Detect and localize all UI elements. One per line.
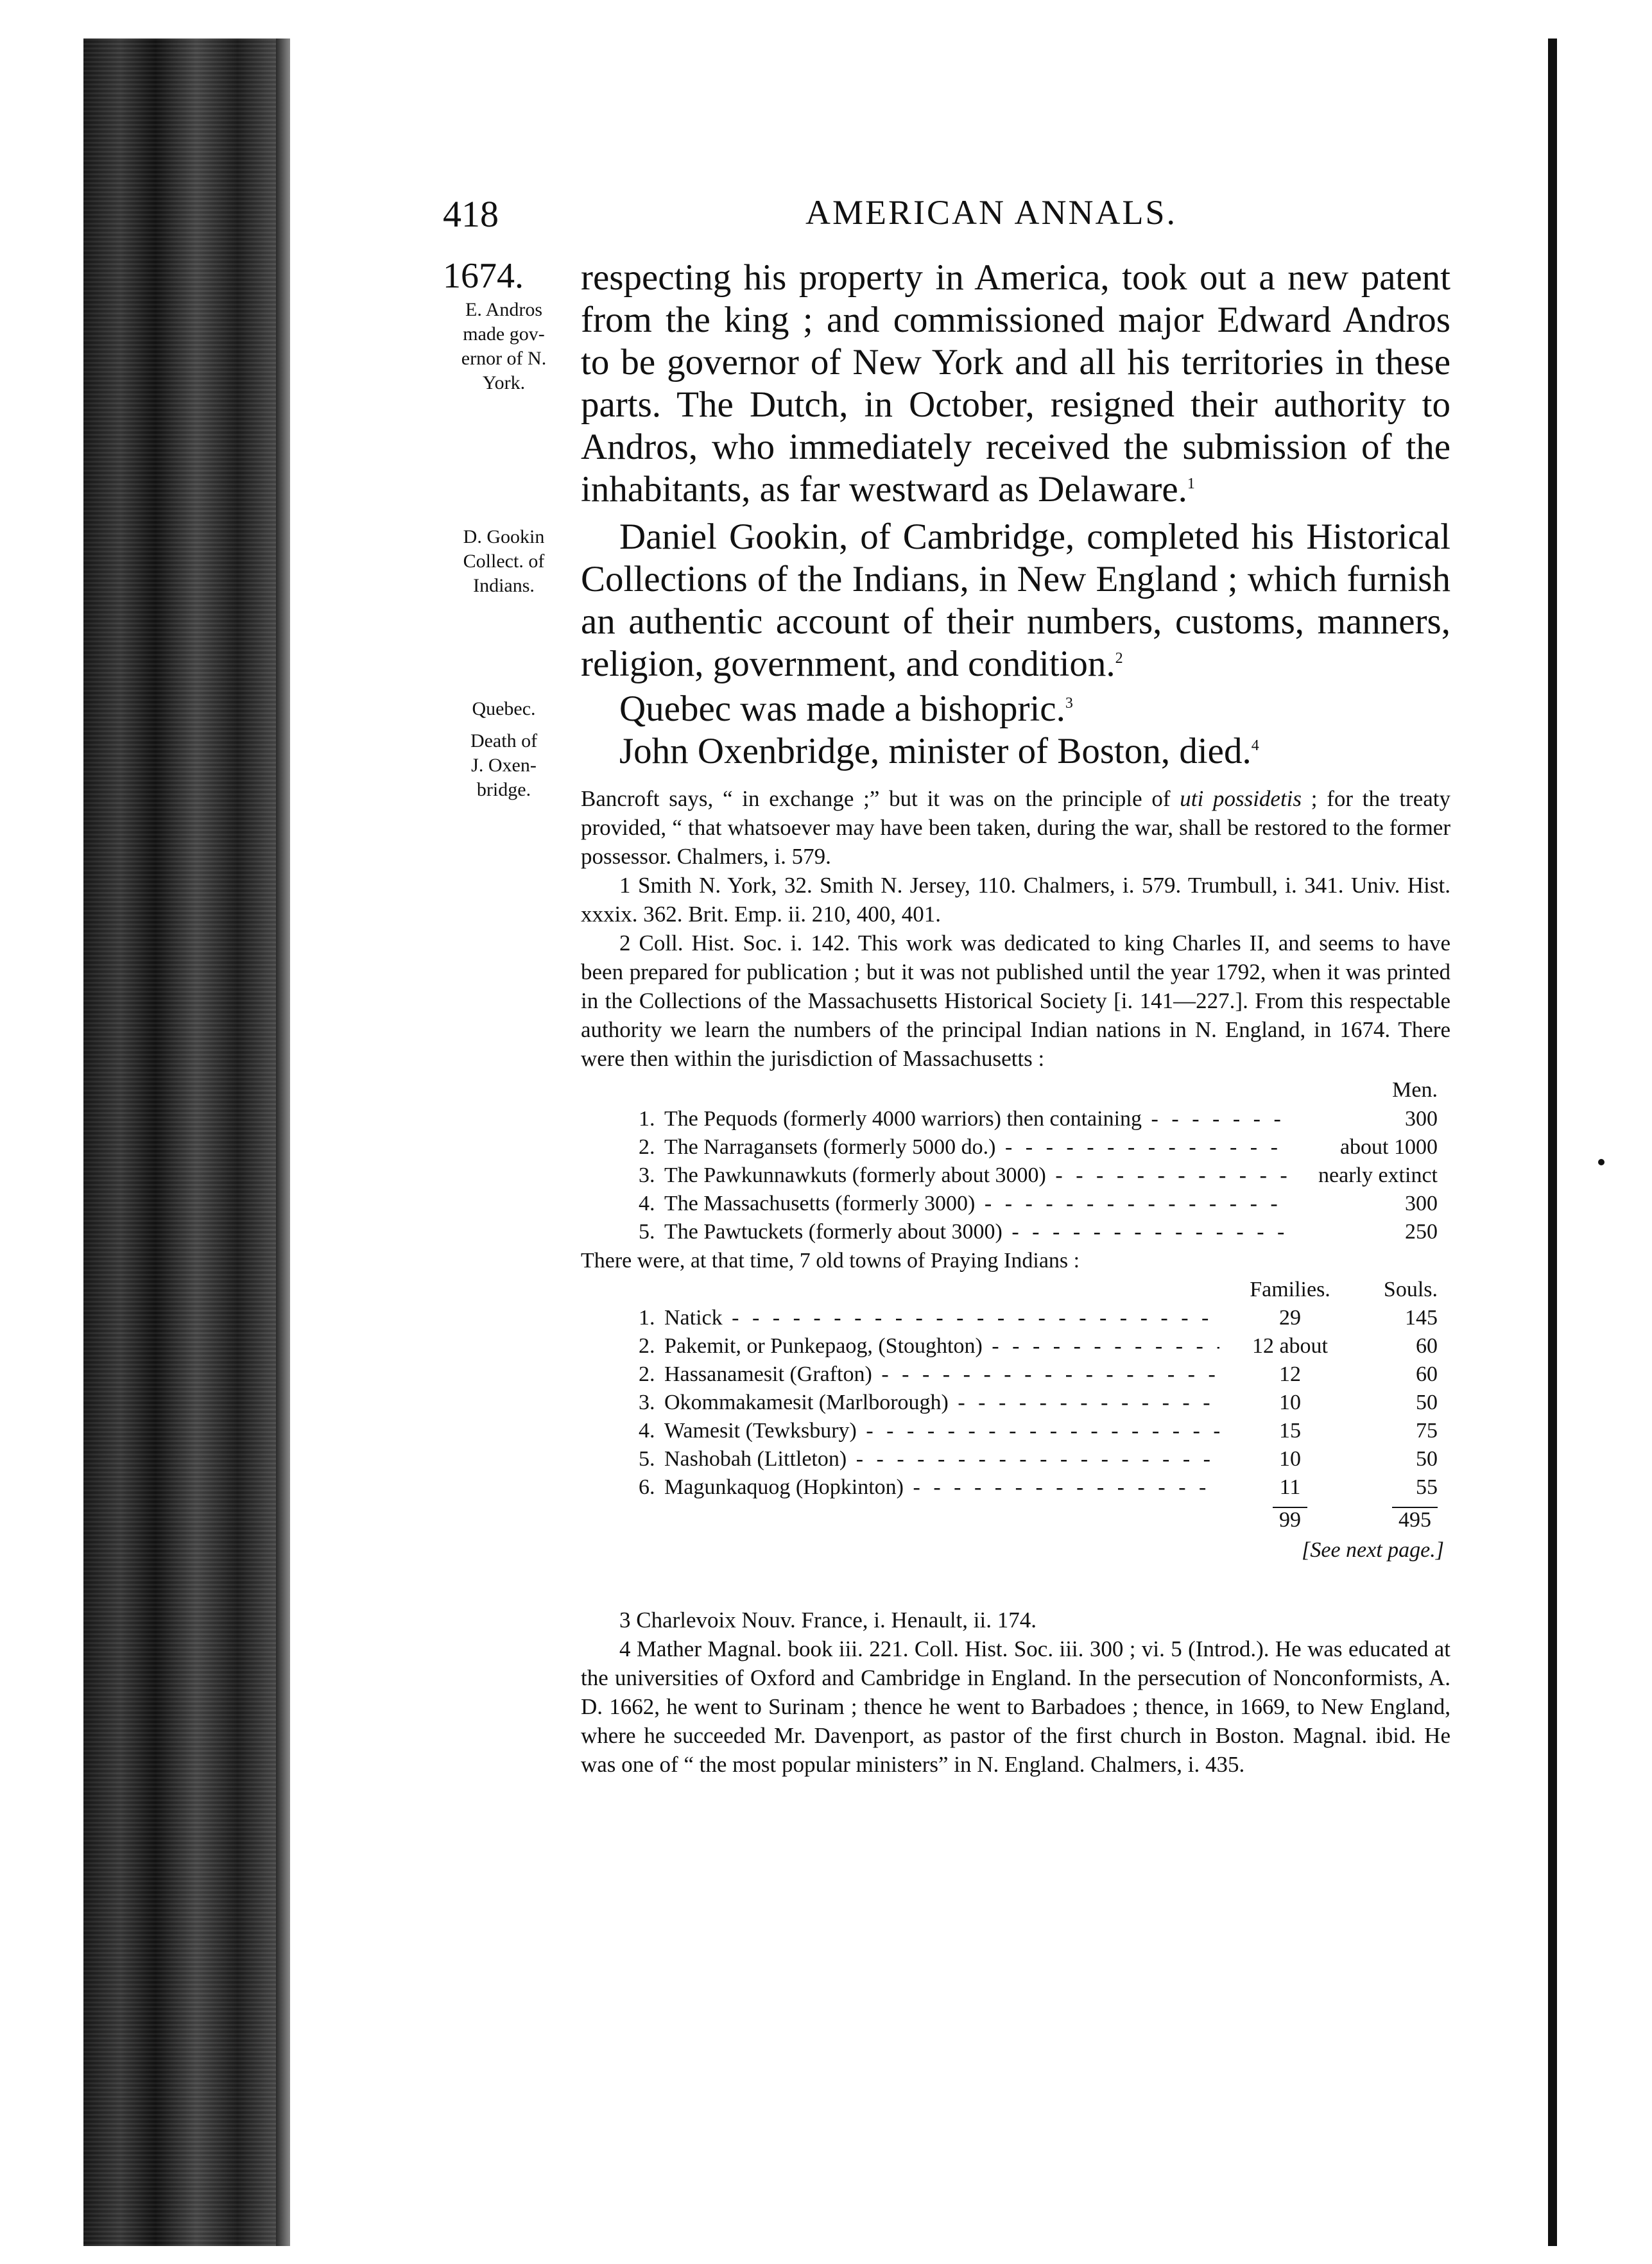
praying-towns-table	[581, 1276, 1450, 1565]
entry-andros	[443, 257, 1450, 511]
footnote-text: ; for the treaty provided, “ that whatsoever may have been taken, during the war, shall be restored to the former possessor. Chalmers, i. 579.	[581, 786, 1450, 869]
footnote-italic: uti possidetis	[1180, 786, 1302, 811]
margin-note-quebec: Quebec.	[472, 698, 536, 719]
row-number: 4.	[639, 1419, 655, 1443]
tribe-row	[581, 1190, 1450, 1218]
town-name: Natick - - -	[664, 1304, 1219, 1332]
footnote-2: 2 Coll. Hist. Soc. i. 142. This work was dedicated to king Charles II, and seems to have been prepared for publication ; but it was not published until the year 1792, when it was printed in the Collections of the Massachusetts Historical Society [i. 141—227.]. From this respectable authority we learn the numbers of the principal Indian nations in N. England, in 1674. There were then within the jurisdiction of Massachusetts :	[581, 930, 1450, 1071]
men-count: 300	[1405, 1192, 1438, 1215]
row-number: 4.	[639, 1192, 655, 1215]
men-count: about 1000	[1339, 1135, 1438, 1159]
tribe-row	[581, 1133, 1450, 1162]
souls-count: 145	[1405, 1306, 1438, 1330]
families-count: 11	[1279, 1475, 1301, 1499]
margin-note-oxenbridge: Death of J. Oxen- bridge.	[470, 730, 538, 800]
row-number: 2.	[639, 1135, 655, 1159]
souls-count: 50	[1416, 1391, 1438, 1414]
paragraph-text: Daniel Gookin, of Cambridge, completed his Historical Collections of the Indians, in New England ; which furnish an authentic account of their numbers, customs, manners, religion, government, and condition.	[581, 517, 1450, 684]
paragraph-andros	[581, 257, 1450, 511]
running-head: AMERICAN ANNALS.	[805, 193, 1178, 232]
tribe-name: The Pawkunnawkuts (formerly about 3000) - - -	[664, 1162, 1290, 1190]
footnotes	[581, 784, 1450, 1073]
tribe-name: The Massachusetts (formerly 3000) - - -	[664, 1190, 1290, 1218]
book-page	[443, 186, 1450, 1779]
margin-note-gookin: D. Gookin Collect. of Indians.	[463, 526, 545, 596]
tribe-name: The Pawtuckets (formerly about 3000) - - -	[664, 1218, 1290, 1246]
men-count: nearly extinct	[1318, 1163, 1438, 1187]
total-families: 99	[1273, 1507, 1307, 1532]
footnote-ref: 4	[1251, 737, 1259, 754]
entry-quebec-oxenbridge	[443, 688, 1450, 1779]
paragraph-text: Quebec was made a bishopric.	[619, 689, 1065, 729]
row-number: 1.	[639, 1306, 655, 1330]
paragraph-text: John Oxenbridge, minister of Boston, died.	[619, 731, 1252, 771]
total-families-cell	[1219, 1504, 1361, 1536]
souls-count: 60	[1416, 1334, 1438, 1358]
tribe-row	[581, 1105, 1450, 1133]
footnote-ref: 1	[1187, 476, 1195, 492]
families-count: 12 about	[1252, 1334, 1329, 1358]
page-header	[443, 186, 1450, 257]
see-next-page: [See next page.]	[1302, 1538, 1444, 1562]
families-count: 10	[1279, 1447, 1301, 1471]
town-row	[581, 1304, 1450, 1332]
margin-column	[443, 257, 581, 395]
margin-column	[443, 516, 581, 598]
tribes-header: Men.	[1392, 1078, 1438, 1102]
row-number: 3.	[639, 1163, 655, 1187]
town-row	[581, 1332, 1450, 1360]
footnotes-continued	[581, 1606, 1450, 1779]
town-name: Magunkaquog (Hopkinton) - - -	[664, 1473, 1219, 1502]
footnote-4: 4 Mather Magnal. book iii. 221. Coll. Hist. Soc. iii. 300 ; vi. 5 (Introd.). He was educated at the universities of Oxford and Cambridge in England. In the persecution of Nonconformists, A. D. 1662, he went to Surinam ; thence he went to Barbadoes ; thence, in 1669, to New England, where he succeeded Mr. Davenport, as pastor of the first church in Boston. Magnal. ibid. He was one of “ the most popular ministers” in N. England. Chalmers, i. 435.	[581, 1636, 1450, 1777]
tribe-name: The Narragansets (formerly 5000 do.) - - -	[664, 1133, 1290, 1162]
town-name: Hassanamesit (Grafton) - - -	[664, 1360, 1219, 1389]
footnote-ref: 3	[1065, 695, 1073, 712]
souls-count: 50	[1416, 1447, 1438, 1471]
footnote-1: 1 Smith N. York, 32. Smith N. Jersey, 110. Chalmers, i. 579. Trumbull, i. 341. Univ. Hist. xxxix. 362. Brit. Emp. ii. 210, 400, 401.	[581, 873, 1450, 927]
families-count: 10	[1279, 1391, 1301, 1414]
row-number: 5.	[639, 1220, 655, 1244]
book-spine	[83, 39, 289, 2246]
page-number: 418	[443, 193, 499, 235]
families-count: 15	[1279, 1419, 1301, 1443]
paragraph-oxenbridge	[581, 730, 1450, 773]
row-number: 3.	[639, 1391, 655, 1414]
town-name: Wamesit (Tewksbury) - - -	[664, 1417, 1219, 1445]
souls-count: 75	[1416, 1419, 1438, 1443]
facing-page-edge	[1548, 39, 1557, 2246]
margin-year: 1674.	[443, 256, 524, 296]
town-row	[581, 1417, 1450, 1445]
town-name: Okommakamesit (Marlborough) - - -	[664, 1389, 1219, 1417]
text-column	[581, 257, 1450, 511]
tribe-row	[581, 1162, 1450, 1190]
footnote-text: Bancroft says, “ in exchange ;” but it was on the principle of	[581, 786, 1180, 811]
row-number: 6.	[639, 1475, 655, 1499]
men-count: 300	[1405, 1107, 1438, 1131]
entry-gookin	[443, 516, 1450, 685]
towns-header	[581, 1276, 1450, 1304]
row-number: 2.	[639, 1334, 655, 1358]
town-row	[581, 1389, 1450, 1417]
men-count: 250	[1405, 1220, 1438, 1244]
town-row	[581, 1473, 1450, 1502]
text-column	[581, 688, 1450, 1779]
footnote-bancroft	[581, 784, 1450, 871]
paragraph-text: respecting his property in America, took out a new patent from the king ; and commissioned major Edward Andros to be governor of New York and all his territories in these parts. The Dutch, in October, resigned their authority to Andros, who immediately received the submission of the inhabitants, as far westward as Delaware.	[581, 257, 1450, 510]
margin-note-andros: E. Andros made gov- ernor of N. York.	[461, 299, 547, 393]
tribe-name: The Pequods (formerly 4000 warriors) then containing - - -	[664, 1105, 1290, 1133]
tribes-table	[581, 1076, 1450, 1246]
page-edge	[276, 39, 290, 2246]
col-families: Families.	[1250, 1278, 1330, 1301]
footnote-3: 3 Charlevoix Nouv. France, i. Henault, ii. 174.	[619, 1608, 1037, 1633]
town-name: Nashobah (Littleton) - - -	[664, 1445, 1219, 1473]
families-count: 12	[1279, 1362, 1301, 1386]
total-souls: 495	[1392, 1507, 1438, 1532]
row-number: 1.	[639, 1107, 655, 1131]
footnote-ref: 2	[1115, 650, 1123, 667]
tribe-row	[581, 1218, 1450, 1246]
towns-total-row	[581, 1504, 1450, 1536]
souls-count: 55	[1416, 1475, 1438, 1499]
ink-speck	[1598, 1159, 1605, 1165]
praying-towns-intro: There were, at that time, 7 old towns of Praying Indians :	[581, 1249, 1080, 1273]
souls-count: 60	[1416, 1362, 1438, 1386]
town-row	[581, 1445, 1450, 1473]
paragraph-gookin	[581, 516, 1450, 685]
paragraph-quebec	[581, 688, 1450, 730]
total-souls-cell	[1361, 1504, 1450, 1536]
town-name: Pakemit, or Punkepaog, (Stoughton) - - -	[664, 1332, 1219, 1360]
families-count: 29	[1279, 1306, 1301, 1330]
text-column	[581, 516, 1450, 685]
row-number: 5.	[639, 1447, 655, 1471]
margin-column	[443, 688, 581, 802]
town-row	[581, 1360, 1450, 1389]
col-souls: Souls.	[1383, 1278, 1438, 1301]
row-number: 2.	[639, 1362, 655, 1386]
